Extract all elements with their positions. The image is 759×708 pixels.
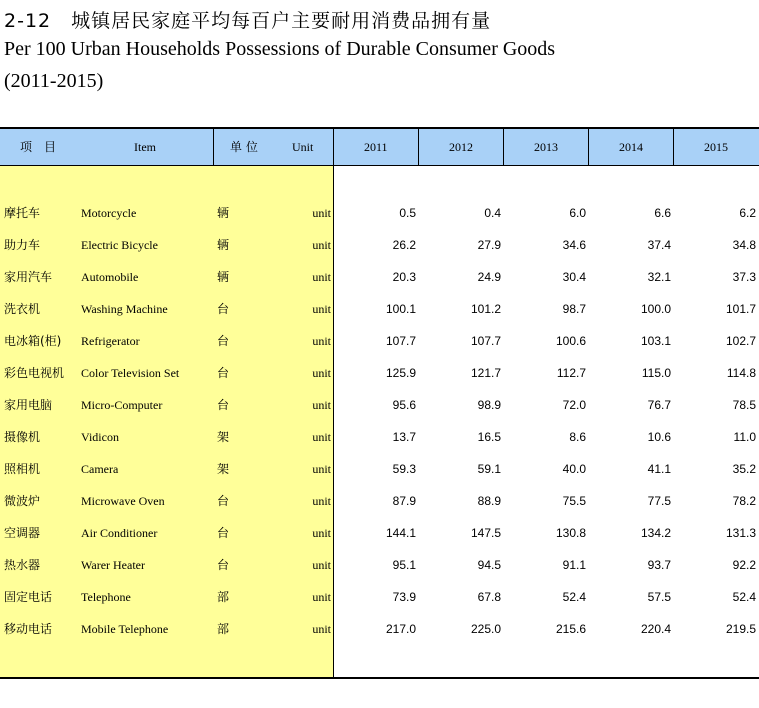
value-cell: 147.5 — [470, 526, 501, 540]
value-cell: 98.9 — [477, 398, 501, 412]
unit-zh: 架 — [217, 430, 230, 444]
value-cell: 98.7 — [562, 302, 586, 316]
value-cell: 76.7 — [647, 398, 671, 412]
value-cell: 94.5 — [477, 558, 501, 572]
table-row — [0, 427, 759, 459]
value-cell: 95.6 — [392, 398, 416, 412]
value-cell: 144.1 — [385, 526, 416, 540]
value-cell: 215.6 — [555, 622, 586, 636]
table-row — [0, 331, 759, 363]
unit-en: unit — [312, 302, 331, 316]
value-cell: 30.4 — [562, 270, 586, 284]
value-cell: 24.9 — [477, 270, 501, 284]
value-cell: 225.0 — [470, 622, 501, 636]
value-cell: 114.8 — [726, 366, 756, 380]
value-cell: 37.3 — [732, 270, 756, 284]
unit-zh: 部 — [217, 622, 230, 636]
value-cell: 131.3 — [725, 526, 756, 540]
value-cell: 11.0 — [733, 430, 756, 444]
item-name-zh: 家用汽车 — [4, 270, 53, 284]
value-cell: 32.1 — [647, 270, 671, 284]
item-name-en: Automobile — [81, 270, 139, 284]
item-name-en: Vidicon — [81, 430, 119, 444]
item-name-zh: 彩色电视机 — [4, 366, 65, 380]
value-cell: 0.5 — [399, 206, 416, 220]
item-name-zh: 空调器 — [4, 526, 41, 540]
value-cell: 100.1 — [385, 302, 416, 316]
durable-goods-table — [0, 127, 759, 679]
item-name-zh: 固定电话 — [4, 590, 53, 604]
value-cell: 37.4 — [647, 238, 671, 252]
header-divider — [588, 129, 589, 165]
value-cell: 100.6 — [555, 334, 586, 348]
unit-zh: 台 — [217, 302, 230, 316]
value-cell: 91.1 — [562, 558, 586, 572]
table-row — [0, 459, 759, 491]
value-cell: 52.4 — [732, 590, 756, 604]
unit-en: unit — [312, 462, 331, 476]
value-cell: 134.2 — [640, 526, 671, 540]
unit-en: unit — [312, 622, 331, 636]
header-year-2011: 2011 — [364, 140, 388, 154]
unit-zh: 台 — [217, 366, 230, 380]
table-row — [0, 491, 759, 523]
unit-zh: 部 — [217, 590, 230, 604]
table-row — [0, 267, 759, 299]
value-cell: 72.0 — [562, 398, 586, 412]
header-divider — [418, 129, 419, 165]
value-cell: 35.2 — [732, 462, 756, 476]
unit-en: unit — [312, 334, 331, 348]
unit-zh: 台 — [217, 398, 230, 412]
value-cell: 101.7 — [725, 302, 756, 316]
table-row — [0, 363, 759, 395]
value-cell: 6.0 — [569, 206, 586, 220]
item-name-en: Microwave Oven — [81, 494, 165, 508]
value-cell: 88.9 — [477, 494, 501, 508]
value-cell: 130.8 — [555, 526, 586, 540]
value-cell: 27.9 — [477, 238, 501, 252]
table-row — [0, 619, 759, 651]
unit-zh: 辆 — [217, 270, 230, 284]
value-cell: 219.5 — [725, 622, 756, 636]
value-cell: 95.1 — [392, 558, 416, 572]
unit-zh: 台 — [217, 526, 230, 540]
header-divider — [213, 129, 214, 165]
table-row — [0, 203, 759, 235]
value-cell: 8.6 — [569, 430, 586, 444]
value-cell: 107.7 — [470, 334, 501, 348]
item-name-en: Air Conditioner — [81, 526, 158, 540]
value-cell: 59.3 — [392, 462, 416, 476]
unit-zh: 台 — [217, 334, 230, 348]
value-cell: 78.5 — [732, 398, 756, 412]
value-cell: 77.5 — [647, 494, 671, 508]
value-cell: 217.0 — [385, 622, 416, 636]
value-cell: 6.6 — [654, 206, 671, 220]
item-name-zh: 照相机 — [4, 462, 41, 476]
unit-zh: 辆 — [217, 206, 230, 220]
table-row — [0, 395, 759, 427]
unit-en: unit — [312, 366, 331, 380]
unit-zh: 辆 — [217, 238, 230, 252]
value-cell: 102.7 — [725, 334, 756, 348]
table-row — [0, 555, 759, 587]
value-cell: 93.7 — [647, 558, 671, 572]
item-name-en: Warer Heater — [81, 558, 145, 572]
unit-en: unit — [312, 526, 331, 540]
value-cell: 101.2 — [470, 302, 501, 316]
item-name-en: Mobile Telephone — [81, 622, 169, 636]
item-name-zh: 微波炉 — [4, 494, 41, 508]
item-name-en: Refrigerator — [81, 334, 140, 348]
value-cell: 220.4 — [640, 622, 671, 636]
value-cell: 87.9 — [392, 494, 416, 508]
value-cell: 16.5 — [477, 430, 501, 444]
item-name-zh: 家用电脑 — [4, 398, 53, 412]
unit-en: unit — [312, 206, 331, 220]
value-cell: 67.8 — [477, 590, 501, 604]
header-divider — [673, 129, 674, 165]
value-cell: 73.9 — [392, 590, 416, 604]
value-cell: 115.0 — [641, 366, 671, 380]
unit-en: unit — [312, 430, 331, 444]
value-cell: 10.6 — [647, 430, 671, 444]
item-name-zh: 洗衣机 — [4, 302, 41, 316]
value-cell: 121.7 — [470, 366, 501, 380]
header-year-2015: 2015 — [704, 140, 728, 154]
table-row — [0, 587, 759, 619]
value-cell: 103.1 — [640, 334, 671, 348]
value-cell: 75.5 — [562, 494, 586, 508]
value-cell: 78.2 — [732, 494, 756, 508]
unit-en: unit — [312, 590, 331, 604]
header-unit-zh: 单 位 — [230, 140, 258, 154]
value-cell: 112.7 — [556, 366, 586, 380]
header-unit-en: Unit — [292, 140, 314, 154]
unit-en: unit — [312, 398, 331, 412]
value-cell: 59.1 — [477, 462, 501, 476]
unit-en: unit — [312, 238, 331, 252]
unit-en: unit — [312, 494, 331, 508]
value-cell: 57.5 — [647, 590, 671, 604]
item-name-en: Camera — [81, 462, 119, 476]
value-cell: 0.4 — [484, 206, 501, 220]
header-year-2012: 2012 — [449, 140, 473, 154]
item-name-zh: 助力车 — [4, 238, 41, 252]
item-name-zh: 移动电话 — [4, 622, 53, 636]
item-name-en: Electric Bicycle — [81, 238, 158, 252]
value-cell: 40.0 — [562, 462, 586, 476]
value-cell: 13.7 — [392, 430, 416, 444]
header-divider — [503, 129, 504, 165]
table-header — [0, 129, 759, 166]
value-cell: 52.4 — [562, 590, 586, 604]
unit-en: unit — [312, 558, 331, 572]
item-name-zh: 热水器 — [4, 558, 41, 572]
item-name-en: Motorcycle — [81, 206, 137, 220]
value-cell: 92.2 — [732, 558, 756, 572]
unit-zh: 台 — [217, 494, 230, 508]
header-year-2014: 2014 — [619, 140, 643, 154]
value-cell: 26.2 — [392, 238, 416, 252]
table-row — [0, 235, 759, 267]
value-cell: 125.9 — [385, 366, 416, 380]
unit-zh: 台 — [217, 558, 230, 572]
value-cell: 6.2 — [739, 206, 756, 220]
table-title-chinese: 2-12 城镇居民家庭平均每百户主要耐用消费品拥有量 — [4, 10, 492, 32]
table-year-range: (2011-2015) — [4, 70, 104, 92]
header-item-en: Item — [134, 140, 156, 154]
item-name-en: Telephone — [81, 590, 131, 604]
item-name-zh: 电冰箱(柜) — [4, 334, 62, 348]
header-year-2013: 2013 — [534, 140, 558, 154]
item-name-en: Micro-Computer — [81, 398, 163, 412]
item-name-en: Washing Machine — [81, 302, 168, 316]
item-name-zh: 摩托车 — [4, 206, 41, 220]
value-cell: 107.7 — [385, 334, 416, 348]
table-row — [0, 299, 759, 331]
value-cell: 100.0 — [640, 302, 671, 316]
unit-zh: 架 — [217, 462, 230, 476]
unit-en: unit — [312, 270, 331, 284]
value-cell: 20.3 — [392, 270, 416, 284]
header-item-zh: 项 目 — [20, 140, 57, 154]
item-name-zh: 摄像机 — [4, 430, 41, 444]
table-row — [0, 523, 759, 555]
value-cell: 34.8 — [732, 238, 756, 252]
value-cell: 34.6 — [562, 238, 586, 252]
value-cell: 41.1 — [647, 462, 671, 476]
table-title-english: Per 100 Urban Households Possessions of Durable Consumer Goods — [4, 38, 556, 60]
item-name-en: Color Television Set — [81, 366, 180, 380]
